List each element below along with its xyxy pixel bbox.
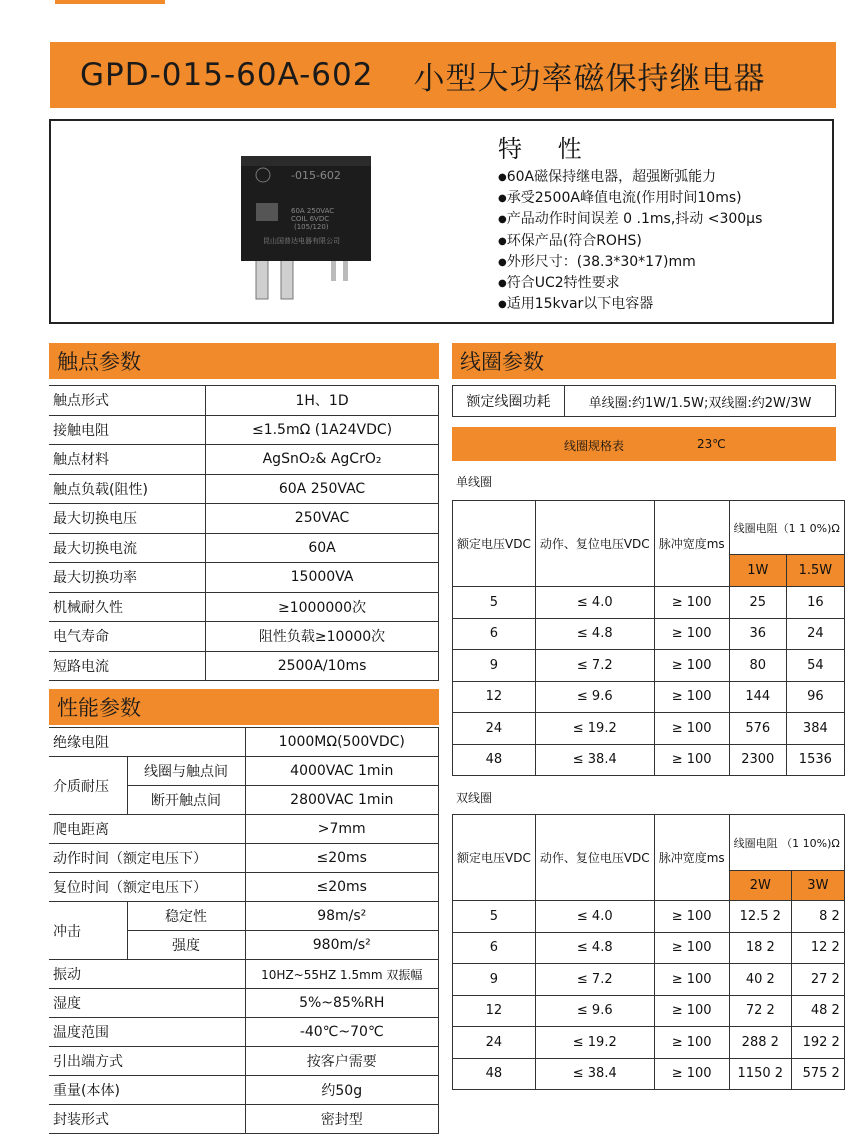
- table-cell: 冲击: [49, 902, 127, 960]
- table-cell: 最大切换功率: [49, 563, 206, 593]
- table-cell: ≥ 100: [654, 995, 729, 1027]
- table-cell: 湿度: [49, 989, 245, 1018]
- table-cell: 48 2: [791, 995, 844, 1027]
- table-row: [49, 1018, 439, 1047]
- table-cell: 动作、复位电压VDC: [535, 501, 654, 587]
- table-cell: 9: [453, 650, 536, 682]
- table-cell: ≥ 100: [654, 618, 729, 650]
- svg-text:60A 250VAC: 60A 250VAC: [291, 207, 335, 215]
- table-cell: 2W: [729, 871, 791, 901]
- table-cell: 192 2: [791, 1027, 844, 1059]
- coil-section-title: 线圈参数: [460, 350, 544, 374]
- table-row: [453, 1058, 845, 1090]
- table-row: [49, 533, 439, 563]
- svg-text:(105/120): (105/120): [294, 223, 329, 231]
- coil-spec-temp: 23℃: [697, 437, 726, 451]
- feature-item: ● 承受2500A峰值电流(作用时间10ms): [498, 188, 762, 209]
- table-cell: -40℃~70℃: [245, 1018, 439, 1047]
- table-row: [453, 587, 845, 619]
- table-cell: ≥ 100: [654, 587, 729, 619]
- table-cell: 短路电流: [49, 651, 206, 681]
- table-cell: 5%~85%RH: [245, 989, 439, 1018]
- table-cell: 脉冲宽度ms: [654, 815, 729, 901]
- table-row: [49, 1047, 439, 1076]
- table-cell: ≤ 7.2: [535, 650, 654, 682]
- contact-section-title: 触点参数: [57, 350, 141, 374]
- svg-text:COIL 6VDC: COIL 6VDC: [291, 215, 330, 223]
- table-cell: ≤ 7.2: [535, 964, 654, 996]
- table-cell: 密封型: [245, 1105, 439, 1134]
- table-row: [49, 728, 439, 757]
- table-cell: 脉冲宽度ms: [654, 501, 729, 587]
- table-cell: 3W: [791, 871, 844, 901]
- contact-table: [49, 385, 439, 681]
- table-cell: 额定电压VDC: [453, 815, 536, 901]
- table-cell: 2300: [729, 744, 786, 776]
- table-cell: ≥ 100: [654, 744, 729, 776]
- table-row: [49, 386, 439, 416]
- page-header: [50, 42, 836, 108]
- table-row: [49, 1105, 439, 1134]
- table-cell: 24: [453, 713, 536, 745]
- performance-section-title: 性能参数: [57, 696, 141, 720]
- table-row: [453, 901, 845, 933]
- table-row: [49, 651, 439, 681]
- table-row: [453, 964, 845, 996]
- coil-spec-bar: [452, 427, 836, 461]
- top-accent-bar: [55, 0, 165, 4]
- table-cell: 575 2: [791, 1058, 844, 1090]
- table-cell: ≥ 100: [654, 964, 729, 996]
- table-row: [49, 873, 439, 902]
- table-row: [453, 650, 845, 682]
- table-cell: 线圈电阻 （1 10%)Ω: [729, 815, 844, 871]
- table-cell: ≥ 100: [654, 901, 729, 933]
- table-cell: 爬电距离: [49, 815, 245, 844]
- table-cell: 线圈与触点间: [127, 757, 245, 786]
- features-box: [49, 119, 834, 324]
- table-cell: ≤20ms: [245, 873, 439, 902]
- table-cell: 12: [453, 681, 536, 713]
- table-cell: 12.5 2: [729, 901, 791, 933]
- svg-text:-015-602: -015-602: [291, 169, 341, 182]
- table-cell: 4000VAC 1min: [245, 757, 439, 786]
- feature-item: ● 符合UC2特性要求: [498, 273, 762, 294]
- table-cell: 1H、1D: [206, 386, 439, 416]
- table-cell: 288 2: [729, 1027, 791, 1059]
- table-cell: 触点材料: [49, 445, 206, 475]
- table-cell: 12 2: [791, 932, 844, 964]
- table-cell: 48: [453, 744, 536, 776]
- performance-section-header: [49, 689, 439, 725]
- table-cell: 额定电压VDC: [453, 501, 536, 587]
- table-row: [49, 563, 439, 593]
- table-cell: ≥ 100: [654, 932, 729, 964]
- table-row: [453, 744, 845, 776]
- table-cell: 576: [729, 713, 786, 745]
- table-cell: 8 2: [791, 901, 844, 933]
- table-cell: ≥ 100: [654, 713, 729, 745]
- table-cell: 介质耐压: [49, 757, 127, 815]
- double-coil-label: 双线圈: [456, 791, 493, 805]
- table-cell: 最大切换电压: [49, 504, 206, 534]
- table-cell: 断开触点间: [127, 786, 245, 815]
- table-cell: 接触电阻: [49, 415, 206, 445]
- table-cell: 强度: [127, 931, 245, 960]
- performance-table: [49, 727, 439, 1134]
- feature-item: ● 适用15kvar以下电容器: [498, 294, 762, 315]
- table-cell: 1.5W: [786, 555, 844, 587]
- table-cell: 250VAC: [206, 504, 439, 534]
- table-cell: 温度范围: [49, 1018, 245, 1047]
- svg-text:昆山国普达电器有限公司: 昆山国普达电器有限公司: [263, 237, 340, 245]
- table-cell: 25: [729, 587, 786, 619]
- table-cell: 触点负载(阻性): [49, 474, 206, 504]
- table-cell: 按客户需要: [245, 1047, 439, 1076]
- table-row: [49, 592, 439, 622]
- table-cell: 动作时间（额定电压下）: [49, 844, 245, 873]
- table-cell: ≥1000000次: [206, 592, 439, 622]
- table-cell: 54: [786, 650, 844, 682]
- table-row: [49, 622, 439, 652]
- table-row: [453, 995, 845, 1027]
- table-row: [49, 815, 439, 844]
- table-row: [49, 1076, 439, 1105]
- table-cell: 72 2: [729, 995, 791, 1027]
- table-cell: ≥ 100: [654, 1058, 729, 1090]
- features-list: [498, 167, 762, 315]
- table-cell: 1W: [729, 555, 786, 587]
- feature-item: ● 外形尺寸：(38.3*30*17)mm: [498, 252, 762, 273]
- table-cell: 98m/s²: [245, 902, 439, 931]
- table-cell: 重量(本体): [49, 1076, 245, 1105]
- table-cell: 36: [729, 618, 786, 650]
- table-cell: ≤ 38.4: [535, 1058, 654, 1090]
- table-row: [49, 474, 439, 504]
- table-cell: ≤ 4.0: [535, 587, 654, 619]
- table-cell: 阻性负载≥10000次: [206, 622, 439, 652]
- table-row: [49, 960, 439, 989]
- table-cell: ≤1.5mΩ (1A24VDC): [206, 415, 439, 445]
- table-cell: ≤ 9.6: [535, 681, 654, 713]
- feature-item: ● 环保产品(符合ROHS): [498, 231, 762, 252]
- table-row: [49, 445, 439, 475]
- table-cell: 触点形式: [49, 386, 206, 416]
- table-row: [453, 386, 836, 417]
- table-cell: 额定线圈功耗: [453, 386, 565, 417]
- table-cell: 96: [786, 681, 844, 713]
- table-cell: ≤ 4.8: [535, 932, 654, 964]
- table-row: [453, 713, 845, 745]
- table-cell: 动作、复位电压VDC: [535, 815, 654, 901]
- table-cell: >7mm: [245, 815, 439, 844]
- table-row: [49, 989, 439, 1018]
- table-cell: ≤ 38.4: [535, 744, 654, 776]
- table-cell: 1000MΩ(500VDC): [245, 728, 439, 757]
- table-row: [453, 1027, 845, 1059]
- model-number: GPD-015-60A-602: [80, 57, 374, 93]
- table-row: [49, 757, 439, 786]
- table-cell: 2800VAC 1min: [245, 786, 439, 815]
- single-coil-label: 单线圈: [456, 475, 493, 489]
- table-row: [453, 932, 845, 964]
- table-row: [49, 415, 439, 445]
- table-cell: 27 2: [791, 964, 844, 996]
- table-row: [49, 844, 439, 873]
- table-row: [49, 902, 439, 931]
- table-cell: 1150 2: [729, 1058, 791, 1090]
- table-cell: 机械耐久性: [49, 592, 206, 622]
- coil-spec-label: 线圈规格表: [564, 439, 625, 453]
- table-cell: 60A 250VAC: [206, 474, 439, 504]
- table-cell: 2500A/10ms: [206, 651, 439, 681]
- table-cell: 复位时间（额定电压下）: [49, 873, 245, 902]
- product-name: 小型大功率磁保持继电器: [413, 60, 766, 97]
- table-cell: 80: [729, 650, 786, 682]
- table-cell: 16: [786, 587, 844, 619]
- table-cell: 5: [453, 901, 536, 933]
- table-cell: 振动: [49, 960, 245, 989]
- coil-section-header: [452, 343, 836, 379]
- contact-section-header: [49, 343, 439, 379]
- feature-item: ● 产品动作时间误差 0 .1ms,抖动 <300μs: [498, 209, 762, 230]
- table-cell: 10HZ~55HZ 1.5mm 双振幅: [245, 960, 439, 989]
- table-cell: 1536: [786, 744, 844, 776]
- table-cell: 6: [453, 618, 536, 650]
- table-cell: ≥ 100: [654, 681, 729, 713]
- table-cell: 12: [453, 995, 536, 1027]
- features-title: 特 性: [498, 135, 596, 163]
- table-cell: ≥ 100: [654, 650, 729, 682]
- table-cell: 稳定性: [127, 902, 245, 931]
- table-cell: 电气寿命: [49, 622, 206, 652]
- table-cell: 24: [453, 1027, 536, 1059]
- table-cell: 封装形式: [49, 1105, 245, 1134]
- table-cell: 144: [729, 681, 786, 713]
- table-cell: 最大切换电流: [49, 533, 206, 563]
- table-cell: 5: [453, 587, 536, 619]
- table-cell: ≤ 19.2: [535, 1027, 654, 1059]
- table-cell: 约50g: [245, 1076, 439, 1105]
- table-cell: 绝缘电阻: [49, 728, 245, 757]
- coil-power-table: [452, 385, 836, 417]
- table-cell: 24: [786, 618, 844, 650]
- table-cell: 9: [453, 964, 536, 996]
- table-row: [453, 681, 845, 713]
- table-cell: ≤20ms: [245, 844, 439, 873]
- relay-product-image: [201, 151, 376, 301]
- table-cell: ≤ 4.8: [535, 618, 654, 650]
- table-cell: 40 2: [729, 964, 791, 996]
- table-cell: 18 2: [729, 932, 791, 964]
- table-cell: ≥ 100: [654, 1027, 729, 1059]
- table-cell: 48: [453, 1058, 536, 1090]
- table-row: [49, 504, 439, 534]
- feature-item: ● 60A磁保持继电器，超强断弧能力: [498, 167, 762, 188]
- table-cell: 6: [453, 932, 536, 964]
- table-row: [453, 618, 845, 650]
- table-cell: ≤ 9.6: [535, 995, 654, 1027]
- table-cell: 60A: [206, 533, 439, 563]
- table-cell: 384: [786, 713, 844, 745]
- single-coil-table: [452, 500, 845, 776]
- table-cell: 单线圈:约1W/1.5W;双线圈:约2W/3W: [565, 386, 836, 417]
- table-cell: 980m/s²: [245, 931, 439, 960]
- double-coil-table: [452, 814, 845, 1090]
- table-cell: ≤ 4.0: [535, 901, 654, 933]
- table-cell: AgSnO₂& AgCrO₂: [206, 445, 439, 475]
- table-cell: 引出端方式: [49, 1047, 245, 1076]
- table-cell: 线圈电阻（1 1 0%)Ω: [729, 501, 844, 555]
- table-cell: 15000VA: [206, 563, 439, 593]
- table-cell: ≤ 19.2: [535, 713, 654, 745]
